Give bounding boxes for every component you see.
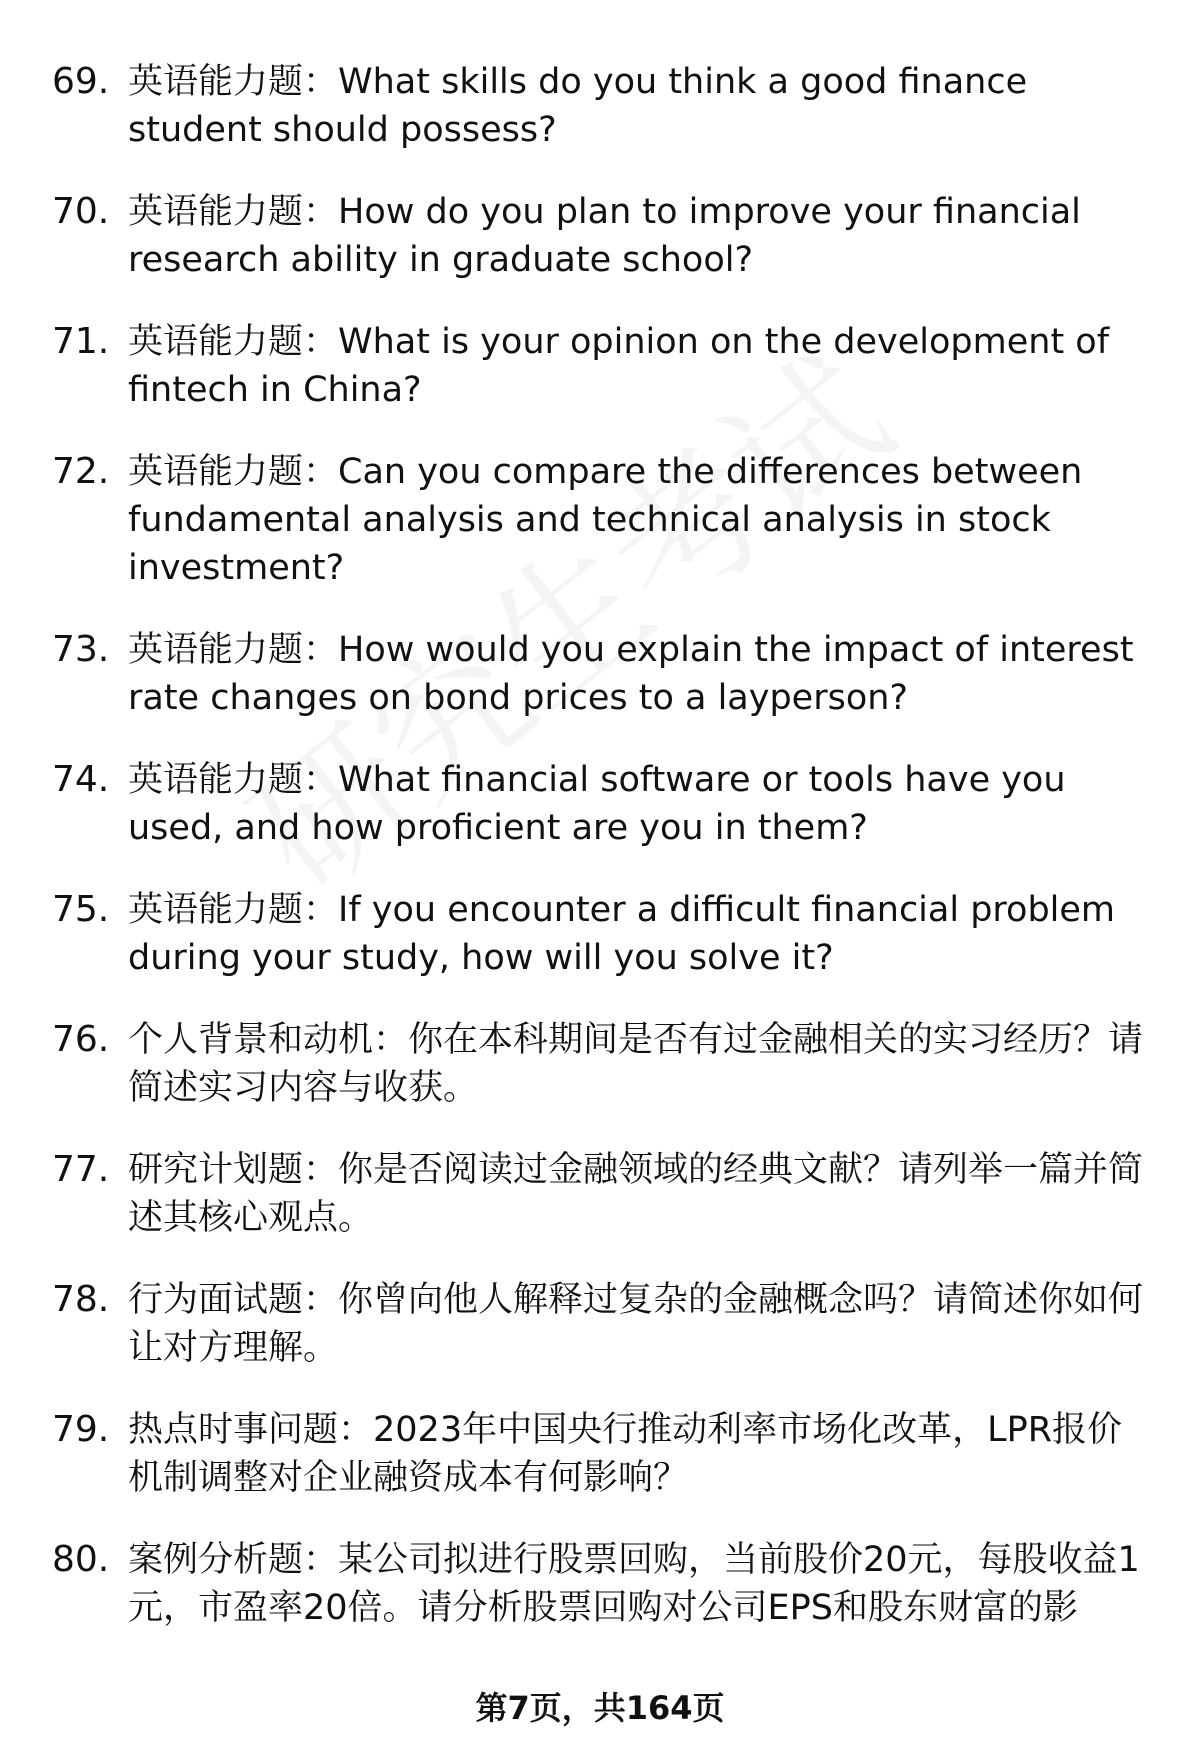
question-item xyxy=(0,318,1200,414)
question-body xyxy=(128,1406,1152,1502)
question-category: 英语能力题： xyxy=(128,890,339,930)
question-number: 79. xyxy=(52,1409,110,1450)
question-number: 73. xyxy=(52,629,110,670)
question-body xyxy=(128,886,1152,982)
question-item xyxy=(0,1146,1200,1242)
question-text: How do you plan to improve your financial research ability in graduate school? xyxy=(128,192,1081,280)
question-number: 80. xyxy=(52,1539,110,1580)
question-category: 热点时事问题： xyxy=(128,1410,374,1450)
question-category: 行为面试题： xyxy=(128,1280,339,1320)
question-number: 70. xyxy=(52,191,110,232)
question-text: 2023年中国央行推动利率市场化改革，LPR报价机制调整对企业融资成本有何影响？ xyxy=(128,1410,1123,1498)
question-body xyxy=(128,1146,1152,1242)
question-item xyxy=(0,188,1200,284)
question-category: 英语能力题： xyxy=(128,322,339,362)
question-number: 71. xyxy=(52,321,110,362)
question-item xyxy=(0,1276,1200,1372)
question-number: 77. xyxy=(52,1149,110,1190)
question-number: 72. xyxy=(52,451,110,492)
question-text: What is your opinion on the development of fintech in China? xyxy=(128,322,1110,410)
question-body xyxy=(128,448,1152,592)
question-item xyxy=(0,756,1200,852)
question-body xyxy=(128,1016,1152,1112)
question-text: 你曾向他人解释过复杂的金融概念吗？请简述你如何让对方理解。 xyxy=(128,1280,1144,1368)
question-number: 76. xyxy=(52,1019,110,1060)
question-text: 你是否阅读过金融领域的经典文献？请列举一篇并简述其核心观点。 xyxy=(128,1150,1144,1238)
question-text: Can you compare the differences between fundamental analysis and technical analysis in stock investment? xyxy=(128,452,1083,588)
question-item xyxy=(0,1016,1200,1112)
question-category: 英语能力题： xyxy=(128,630,339,670)
question-item xyxy=(0,448,1200,592)
question-body xyxy=(128,58,1152,154)
question-category: 个人背景和动机： xyxy=(128,1020,409,1060)
question-item xyxy=(0,1536,1200,1632)
question-category: 英语能力题： xyxy=(128,192,339,232)
question-number: 69. xyxy=(52,61,110,102)
question-body xyxy=(128,756,1152,852)
question-category: 英语能力题： xyxy=(128,760,339,800)
question-text: 某公司拟进行股票回购，当前股价20元，每股收益1元，市盈率20倍。请分析股票回购对公司EPS和股东财富的影 xyxy=(128,1540,1140,1628)
question-category: 英语能力题： xyxy=(128,452,339,492)
page-footer: 第7页，共164页 xyxy=(475,1689,725,1727)
question-text: 你在本科期间是否有过金融相关的实习经历？请简述实习内容与收获。 xyxy=(128,1020,1144,1108)
question-body xyxy=(128,1276,1152,1372)
question-body xyxy=(128,188,1152,284)
question-category: 案例分析题： xyxy=(128,1540,339,1580)
question-number: 75. xyxy=(52,889,110,930)
question-text: What financial software or tools have you used, and how proficient are you in them? xyxy=(128,760,1066,848)
question-body xyxy=(128,626,1152,722)
question-body xyxy=(128,1536,1152,1632)
question-category: 研究计划题： xyxy=(128,1150,339,1190)
question-number: 74. xyxy=(52,759,110,800)
question-text: How would you explain the impact of interest rate changes on bond prices to a layperson? xyxy=(128,630,1134,718)
question-text: If you encounter a difficult financial problem during your study, how will you solve it? xyxy=(128,890,1116,978)
question-item xyxy=(0,58,1200,154)
question-item xyxy=(0,886,1200,982)
question-category: 英语能力题： xyxy=(128,62,339,102)
question-text: What skills do you think a good finance student should possess? xyxy=(128,62,1028,150)
question-item xyxy=(0,1406,1200,1502)
question-number: 78. xyxy=(52,1279,110,1320)
question-list xyxy=(0,58,1200,1666)
question-body xyxy=(128,318,1152,414)
question-item xyxy=(0,626,1200,722)
